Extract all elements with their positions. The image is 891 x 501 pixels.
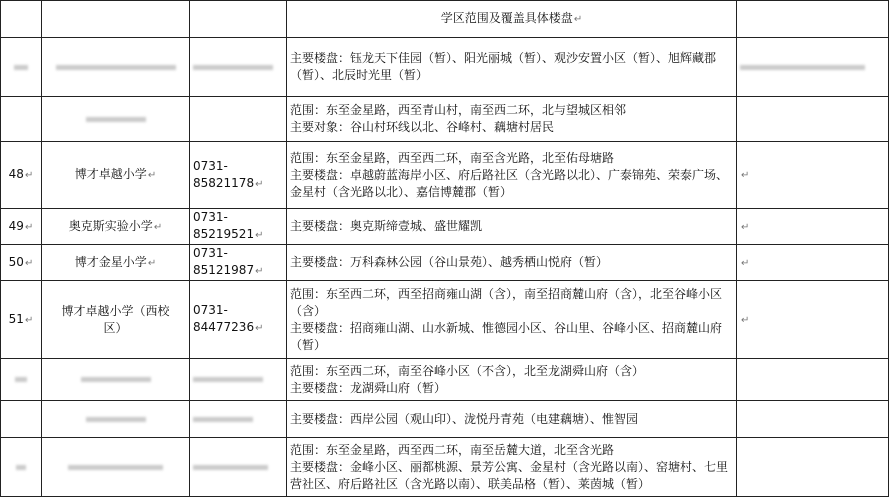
school-phone: 0731-85821178 [193, 158, 255, 190]
redacted-mark [193, 417, 253, 422]
redacted-mark [193, 377, 263, 382]
redacted-mark [14, 65, 28, 70]
cell-name [42, 281, 190, 359]
scope-line: 主要对象：谷山村环线以北、谷峰村、藕塘村居民 [290, 120, 555, 134]
row-number: 49 [8, 218, 24, 233]
table-header-row [1, 1, 889, 38]
scope-line: 范围：东至西二环，西至招商雍山湖（含），南至招商麓山府（含），北至谷峰小区（含） [290, 286, 723, 318]
cell-name [42, 209, 190, 245]
cell-note [737, 401, 889, 438]
school-name: 博才金星小学 [74, 254, 147, 269]
cell-note [737, 438, 889, 497]
cell-name [42, 97, 190, 142]
return-mark: ↵ [24, 257, 34, 269]
cell-no [1, 359, 42, 401]
cell-name [42, 438, 190, 497]
cell-no [1, 209, 42, 245]
cell-note [737, 359, 889, 401]
return-mark: ↵ [147, 170, 157, 181]
school-name: 博才卓越小学 [74, 167, 147, 181]
redacted-mark [56, 65, 176, 70]
cell-name [42, 401, 190, 438]
cell-tel [190, 438, 287, 497]
cell-name [42, 359, 190, 401]
scope-line: 主要楼盘：招商雍山湖、山水新城、惟德园小区、谷山里、谷峰小区、招商麓山府（暂） [290, 320, 723, 352]
table-row [1, 245, 889, 281]
row-number: 51 [8, 311, 24, 326]
cell-scope [287, 97, 737, 142]
redacted-mark [68, 465, 163, 470]
row-number: 50 [8, 254, 24, 269]
return-mark: ↵ [153, 221, 163, 233]
cell-name [42, 142, 190, 209]
return-mark: ↵ [255, 323, 264, 334]
cell-scope [287, 438, 737, 497]
return-mark: ↵ [741, 221, 750, 233]
scope-line: 范围：东至金星路，西至青山村，南至西二环，北与望城区相邻 [290, 103, 627, 117]
header-cell-tel [190, 1, 287, 38]
cell-tel [190, 38, 287, 97]
school-phone: 0731-85219521 [193, 210, 255, 241]
header-cell-name [42, 1, 190, 38]
redacted-mark [86, 117, 146, 122]
cell-tel [190, 97, 287, 142]
school-phone: 0731-85121987 [193, 246, 255, 277]
return-mark: ↵ [741, 170, 750, 181]
scope-line: 范围：东至金星路，西至西二环，南至岳麓大道，北至含光路 [290, 442, 615, 457]
table-row [1, 38, 889, 97]
redacted-mark [193, 65, 273, 70]
redacted-mark [193, 465, 268, 470]
cell-tel [190, 245, 287, 281]
table-row [1, 359, 889, 401]
scope-line: 范围：东至西二环，南至谷峰小区（不含），北至龙湖舜山府（含） [290, 363, 645, 378]
scope-line: 主要楼盘：龙湖舜山府（暂） [290, 380, 447, 395]
table-row [1, 401, 889, 438]
header-cell-scope [287, 1, 737, 38]
return-mark: ↵ [147, 257, 157, 269]
return-mark: ↵ [741, 257, 750, 269]
cell-note [737, 245, 889, 281]
cell-note [737, 38, 889, 97]
cell-no [1, 281, 42, 359]
cell-no [1, 245, 42, 281]
cell-note [737, 97, 889, 142]
return-mark: ↵ [24, 221, 34, 233]
cell-no [1, 438, 42, 497]
return-mark: ↵ [573, 14, 583, 25]
school-name: 博才卓越小学（西校区） [61, 303, 170, 335]
scope-line: 主要楼盘：卓越蔚蓝海岸小区、府后路社区（含光路以北）、广泰锦苑、荣泰广场、金星村（含光路以北）、嘉信博麓郡（暂） [290, 167, 729, 199]
table-row [1, 142, 889, 209]
row-number: 48 [8, 167, 24, 181]
table-row [1, 97, 889, 142]
school-name: 奥克斯实验小学 [68, 218, 153, 233]
return-mark: ↵ [24, 170, 34, 181]
header-scope-title: 学区范围及覆盖具体楼盘 [440, 11, 573, 25]
cell-tel [190, 142, 287, 209]
cell-note [737, 142, 889, 209]
cell-tel [190, 359, 287, 401]
redacted-mark [16, 465, 26, 470]
cell-scope [287, 142, 737, 209]
cell-scope [287, 209, 737, 245]
cell-scope [287, 38, 737, 97]
table-row [1, 438, 889, 497]
cell-scope [287, 401, 737, 438]
return-mark: ↵ [741, 314, 750, 326]
cell-name [42, 245, 190, 281]
cell-no [1, 401, 42, 438]
cell-scope [287, 281, 737, 359]
cell-scope [287, 359, 737, 401]
scope-line: 范围：东至金星路，西至西二环，南至含光路，北至佑母塘路 [290, 150, 615, 165]
cell-note [737, 281, 889, 359]
scope-line: 主要楼盘：钰龙天下佳园（暂）、阳光丽城（暂）、观沙安置小区（暂）、旭辉藏郡（暂）、北辰时光里（暂） [290, 51, 717, 82]
cell-tel [190, 209, 287, 245]
scope-line: 主要楼盘：西岸公园（观山印）、泷悦丹青苑（电建藕塘）、惟智园 [290, 411, 639, 426]
return-mark: ↵ [255, 266, 264, 277]
cell-tel [190, 281, 287, 359]
cell-no [1, 97, 42, 142]
scope-line: 主要楼盘：万科森林公园（谷山景苑）、越秀栖山悦府（暂） [290, 255, 609, 269]
cell-no [1, 38, 42, 97]
return-mark: ↵ [255, 178, 264, 190]
table-row [1, 209, 889, 245]
cell-scope [287, 245, 737, 281]
scope-line: 主要楼盘：金峰小区、丽都桃源、景芳公寓、金星村（含光路以南）、窑塘村、七里营社区、府后路社区（含光路以南）、联美品格（暂）、莱茵城（暂） [290, 459, 729, 491]
redacted-mark [740, 65, 865, 70]
school-phone: 0731-84477236 [193, 303, 255, 334]
cell-name [42, 38, 190, 97]
scope-line: 主要楼盘：奥克斯缔壹城、盛世耀凯 [290, 219, 483, 233]
redacted-mark [86, 417, 146, 422]
redacted-mark [15, 377, 27, 382]
return-mark: ↵ [255, 230, 264, 241]
return-mark: ↵ [24, 314, 34, 326]
table-row [1, 281, 889, 359]
cell-no [1, 142, 42, 209]
header-cell-no [1, 1, 42, 38]
cell-tel [190, 401, 287, 438]
cell-note [737, 209, 889, 245]
header-cell-note [737, 1, 889, 38]
redacted-mark [81, 377, 151, 382]
